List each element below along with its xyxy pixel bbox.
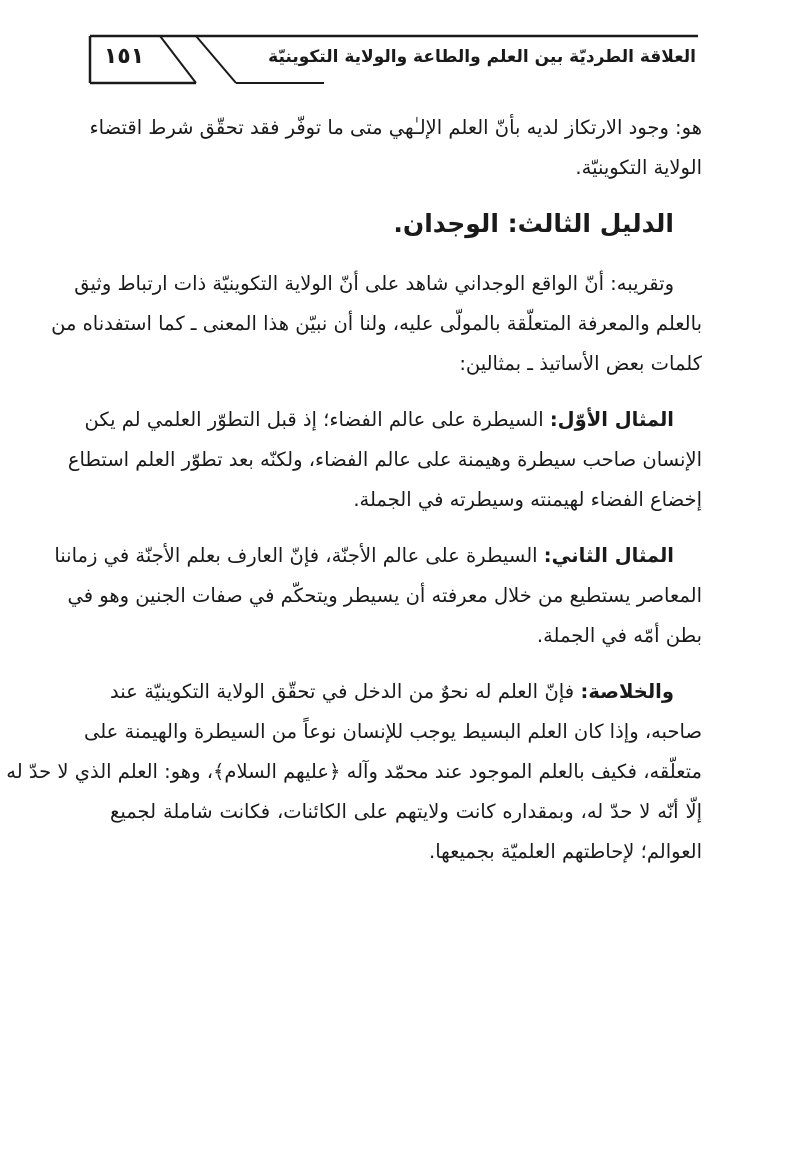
text-line: بطن أمّه في الجملة. xyxy=(536,624,702,647)
text-line: الإنسان صاحب سيطرة وهيمنة على عالم الفضاء، ولكنّه بعد تطوّر العلم استطاع xyxy=(67,448,702,471)
text-line: الولاية التكوينيّة. xyxy=(575,156,702,179)
text-line xyxy=(54,536,702,576)
summary-label: والخلاصة: xyxy=(580,680,674,703)
page-header xyxy=(88,33,700,89)
paragraph-2 xyxy=(51,264,702,384)
text-line: متعلّقه، فكيف بالعلم الموجود عند محمّد وآله ﴿عليهم السلام﴾، وهو: العلم الذي لا حدّ له xyxy=(6,760,702,783)
text-line: هو: وجود الارتكاز لديه بأنّ العلم الإلـٰهي متى ما توفّر فقد تحقّق شرط اقتضاء xyxy=(89,116,702,139)
text-line: العوالم؛ لإحاطتهم العلميّة بجميعها. xyxy=(429,840,702,863)
paragraph-example-2 xyxy=(54,536,702,656)
paragraph-example-1 xyxy=(67,400,702,520)
text-run: السيطرة على عالم الفضاء؛ إذ قبل التطوّر العلمي لم يكن xyxy=(84,408,550,431)
paragraph-summary xyxy=(6,672,702,872)
section-heading: الدليل الثالث: الوجدان. xyxy=(393,209,674,238)
text-line xyxy=(84,400,702,440)
text-line: بالعلم والمعرفة المتعلّقة بالمولّى عليه، ولنا أن نبيّن هذا المعنى ـ كما استفدناه من xyxy=(51,312,702,335)
text-line: المعاصر يستطيع من خلال معرفته أن يسيطر ويتحكّم في صفات الجنين وهو في xyxy=(67,584,702,607)
page-body xyxy=(6,108,702,872)
text-line: إلّا أنّه لا حدّ له، وبمقداره كانت ولايتهم على الكائنات، فكانت شاملة لجميع xyxy=(110,800,702,823)
text-line xyxy=(110,672,702,712)
text-line: وتقريبه: أنّ الواقع الوجداني شاهد على أنّ الولاية التكوينيّة ذات ارتباط وثيق xyxy=(74,272,674,295)
example-1-label: المثال الأوّل: xyxy=(549,408,674,431)
paragraph-1 xyxy=(89,108,702,188)
text-line: إخضاع الفضاء لهيمنته وسيطرته في الجملة. xyxy=(353,488,702,511)
text-line: كلمات بعض الأساتيذ ـ بمثالين: xyxy=(459,352,702,375)
text-line: صاحبه، وإذا كان العلم البسيط يوجب للإنسان نوعاً من السيطرة والهيمنة على xyxy=(83,720,702,743)
page-number: ١٥١ xyxy=(103,44,145,69)
example-2-label: المثال الثاني: xyxy=(543,544,674,567)
running-title: العلاقة الطرديّة بين العلم والطاعة والولاية التكوينيّة xyxy=(268,47,696,67)
text-run: السيطرة على عالم الأجنّة، فإنّ العارف بعلم الأجنّة في زماننا xyxy=(54,544,544,567)
text-run: فإنّ العلم له نحوٌ من الدخل في تحقّق الولاية التكوينيّة عند xyxy=(110,680,581,703)
